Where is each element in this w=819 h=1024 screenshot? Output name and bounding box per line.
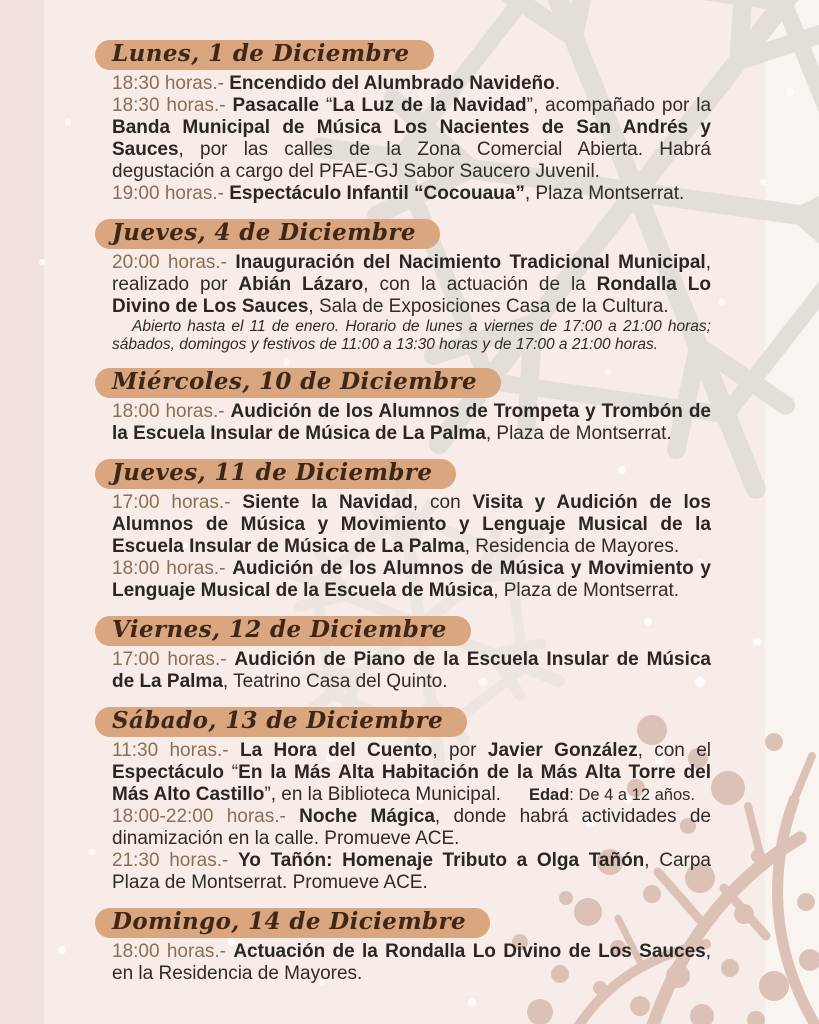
event-entry bbox=[112, 649, 711, 693]
event-time: 21:30 horas.- bbox=[112, 850, 238, 871]
event-text: , Carpa Plaza de Montserrat. Promueve ACE. bbox=[112, 850, 711, 893]
event-highlight: La Luz de la Navidad bbox=[332, 95, 527, 116]
event-highlight: Pasacalle bbox=[232, 95, 320, 116]
event-time: 18:00 horas.- bbox=[112, 941, 234, 962]
event-entry bbox=[112, 73, 711, 95]
event-highlight: Rondalla Lo Divino de Los Sauces bbox=[112, 274, 711, 317]
age-label: Edad bbox=[528, 786, 570, 804]
event-highlight: Noche Mágica bbox=[299, 806, 435, 827]
event-program bbox=[95, 40, 711, 999]
event-entry bbox=[112, 941, 711, 985]
event-text: . bbox=[554, 73, 561, 94]
event-highlight: Banda Municipal de Música Los Nacientes de San Andrés y Sauces bbox=[112, 117, 711, 160]
event-time: 18:00 horas.- bbox=[112, 558, 233, 579]
event-highlight: Audición de Piano de la Escuela Insular de Música de La Palma bbox=[112, 649, 711, 692]
event-list bbox=[95, 252, 711, 354]
day-title: Domingo, 14 de Diciembre bbox=[112, 908, 467, 935]
event-text: ”, en la Biblioteca Municipal. bbox=[264, 784, 501, 805]
event-text: , con la actuación de la bbox=[363, 274, 597, 295]
event-entry bbox=[112, 806, 711, 850]
event-time: 11:30 horas.- bbox=[112, 740, 240, 761]
age-text: : De 4 a 12 años. bbox=[569, 786, 695, 804]
event-highlight: Actuación de la Rondalla Lo Divino de Los Sauces bbox=[233, 941, 706, 962]
event-text: , Plaza de Montserrat. bbox=[493, 580, 680, 601]
event-text: , Sala de Exposiciones Casa de la Cultura. bbox=[308, 296, 669, 317]
event-list bbox=[95, 401, 711, 445]
event-text: , Plaza de Montserrat. bbox=[485, 423, 672, 444]
event-highlight: En la Más Alta Habitación de la Más Alta Torre del Más Alto Castillo bbox=[112, 762, 711, 805]
event-highlight: Yo Tañón: Homenaje Tributo a Olga Tañón bbox=[238, 850, 645, 871]
event-highlight: Visita y Audición de los Alumnos de Música y Movimiento y Lenguaje Musical de la Escuela Insular de Música de La Palma bbox=[112, 492, 711, 557]
day-section bbox=[95, 40, 711, 205]
day-header-pill bbox=[95, 368, 501, 398]
day-section bbox=[95, 459, 711, 602]
day-section bbox=[95, 368, 711, 445]
day-title: Sábado, 13 de Diciembre bbox=[112, 707, 444, 734]
day-header-pill bbox=[95, 908, 490, 938]
event-list bbox=[95, 941, 711, 985]
event-time: 18:00 horas.- bbox=[112, 401, 231, 422]
event-text: “ bbox=[319, 95, 333, 116]
event-highlight: Espectáculo bbox=[112, 762, 224, 783]
day-title: Jueves, 4 de Diciembre bbox=[112, 219, 416, 246]
day-section bbox=[95, 219, 711, 354]
event-entry bbox=[112, 558, 711, 602]
day-header-pill bbox=[95, 459, 456, 489]
day-header-pill bbox=[95, 616, 471, 646]
event-list bbox=[95, 73, 711, 205]
event-text: , donde habrá actividades de dinamización en la calle. Promueve ACE. bbox=[112, 806, 711, 849]
day-title: Miércoles, 10 de Diciembre bbox=[112, 368, 477, 395]
event-highlight: Inauguración del Nacimiento Tradicional Municipal bbox=[235, 252, 706, 273]
event-entry bbox=[112, 183, 711, 205]
event-time: 18:30 horas.- bbox=[112, 95, 233, 116]
event-text: , Residencia de Mayores. bbox=[464, 536, 680, 557]
day-header-pill bbox=[95, 707, 467, 737]
event-time: 19:00 horas.- bbox=[112, 183, 230, 204]
event-list bbox=[95, 740, 711, 894]
event-text: “ bbox=[223, 762, 239, 783]
event-text: , por bbox=[432, 740, 488, 761]
day-section bbox=[95, 616, 711, 693]
event-highlight: Javier González bbox=[487, 740, 638, 761]
day-header-pill bbox=[95, 40, 434, 70]
event-highlight: Audición de los Alumnos de Música y Movimiento y Lenguaje Musical de la Escuela de Música bbox=[112, 558, 711, 601]
event-entry bbox=[112, 850, 711, 894]
event-note: Abierto hasta el 11 de enero. Horario de lunes a viernes de 17:00 a 21:00 horas; sábados, domingos y festivos de 11:00 a 13:30 horas y de 17:00 a 21:00 horas. bbox=[112, 318, 711, 353]
day-title: Jueves, 11 de Diciembre bbox=[112, 459, 433, 486]
event-entry bbox=[112, 95, 711, 183]
event-text: , Teatrino Casa del Quinto. bbox=[222, 671, 448, 692]
day-section bbox=[95, 707, 711, 894]
day-header-pill bbox=[95, 219, 440, 249]
event-highlight: Abián Lázaro bbox=[238, 274, 364, 295]
event-text: , por las calles de la Zona Comercial Abierta. Habrá degustación a cargo del PFAE-GJ Sabor Saucero Juvenil. bbox=[112, 139, 711, 182]
day-title: Viernes, 12 de Diciembre bbox=[112, 616, 447, 643]
event-highlight: Siente la Navidad bbox=[242, 492, 413, 513]
event-text: , en la Residencia de Mayores. bbox=[112, 941, 712, 984]
event-list bbox=[95, 492, 711, 602]
event-text: , realizado por bbox=[112, 252, 711, 295]
event-entry bbox=[112, 252, 711, 318]
event-time: 18:30 horas.- bbox=[112, 73, 230, 94]
event-text: , con bbox=[412, 492, 473, 513]
event-text: , con el bbox=[637, 740, 711, 761]
day-section bbox=[95, 908, 711, 985]
event-highlight: Audición de los Alumnos de Trompeta y Trombón de la Escuela Insular de Música de La Palma bbox=[112, 401, 711, 444]
event-time: 18:00-22:00 horas.- bbox=[112, 806, 300, 827]
event-highlight: Espectáculo Infantil “Cocouaua” bbox=[229, 183, 525, 204]
event-highlight: Encendido del Alumbrado Navideño bbox=[229, 73, 555, 94]
event-time: 17:00 horas.- bbox=[112, 492, 243, 513]
event-text: ”, acompañado por la bbox=[526, 95, 712, 116]
event-entry bbox=[112, 740, 711, 806]
event-highlight: La Hora del Cuento bbox=[239, 740, 433, 761]
event-time: 20:00 horas.- bbox=[112, 252, 236, 273]
event-list bbox=[95, 649, 711, 693]
event-time: 17:00 horas.- bbox=[112, 649, 235, 670]
event-entry bbox=[112, 401, 711, 445]
day-title: Lunes, 1 de Diciembre bbox=[112, 40, 410, 67]
event-text: , Plaza Montserrat. bbox=[524, 183, 685, 204]
event-entry bbox=[112, 492, 711, 558]
